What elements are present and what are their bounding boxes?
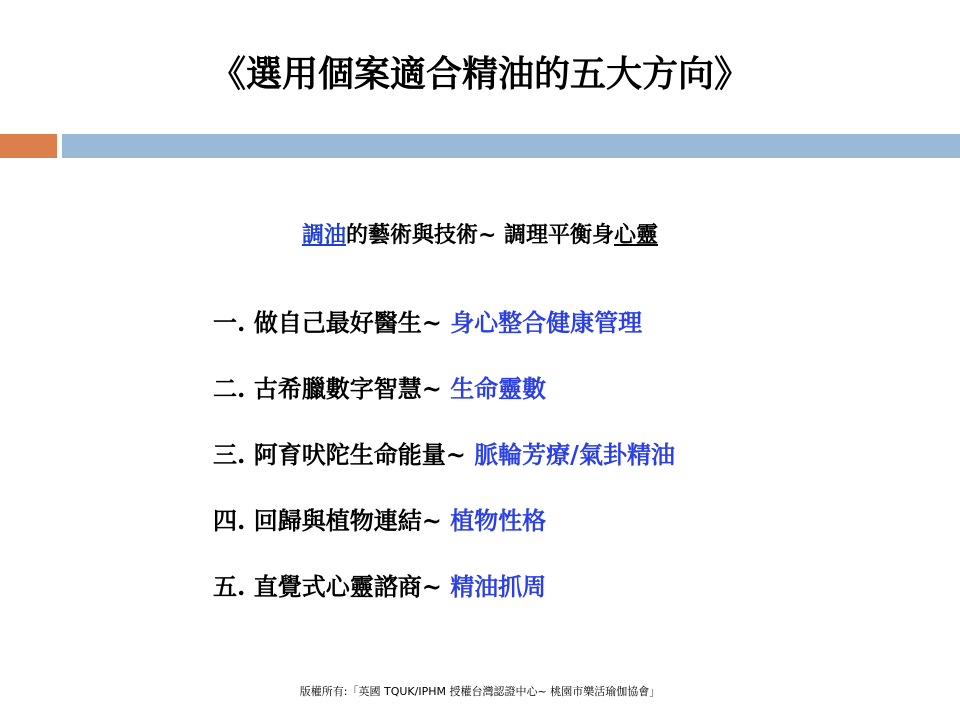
accent-bar-orange — [0, 134, 57, 158]
item-tail: 身心整合健康管理 — [450, 308, 643, 337]
item-head: 古希臘數字智慧~ — [253, 374, 451, 403]
item-number: 一. — [213, 308, 246, 337]
list-item — [213, 564, 913, 630]
accent-bar-blue — [62, 134, 960, 158]
item-head: 直覺式心靈諮商~ — [253, 572, 451, 601]
subtitle-middle: 的藝術與技術~ 調理平衡身 — [345, 222, 615, 248]
list-item — [213, 498, 913, 564]
slide-subtitle — [0, 218, 960, 252]
list-item — [213, 366, 913, 432]
item-number: 四. — [213, 506, 246, 535]
item-number: 二. — [213, 374, 246, 403]
item-tail: 生命靈數 — [450, 374, 547, 403]
subtitle-highlight: 調油 — [301, 222, 346, 248]
item-head: 阿育吠陀生命能量~ — [253, 440, 475, 469]
item-tail: 精油抓周 — [450, 572, 547, 601]
item-tail: 植物性格 — [450, 506, 547, 535]
list-item — [213, 432, 913, 498]
copyright-footer: 版權所有:「英國 TQUK/IPHM 授權台灣認證中心~ 桃園市樂活瑜伽協會」 — [299, 685, 661, 698]
list-item — [213, 300, 913, 366]
subtitle-tail: 心靈 — [614, 222, 659, 248]
item-head: 回歸與植物連結~ — [253, 506, 451, 535]
item-tail: 脈輪芳療/氣卦精油 — [474, 440, 675, 469]
item-number: 三. — [213, 440, 246, 469]
slide-title: 《選用個案適合精油的五大方向》 — [209, 53, 750, 95]
item-number: 五. — [213, 572, 246, 601]
direction-list — [213, 300, 913, 630]
item-head: 做自己最好醫生~ — [253, 308, 451, 337]
